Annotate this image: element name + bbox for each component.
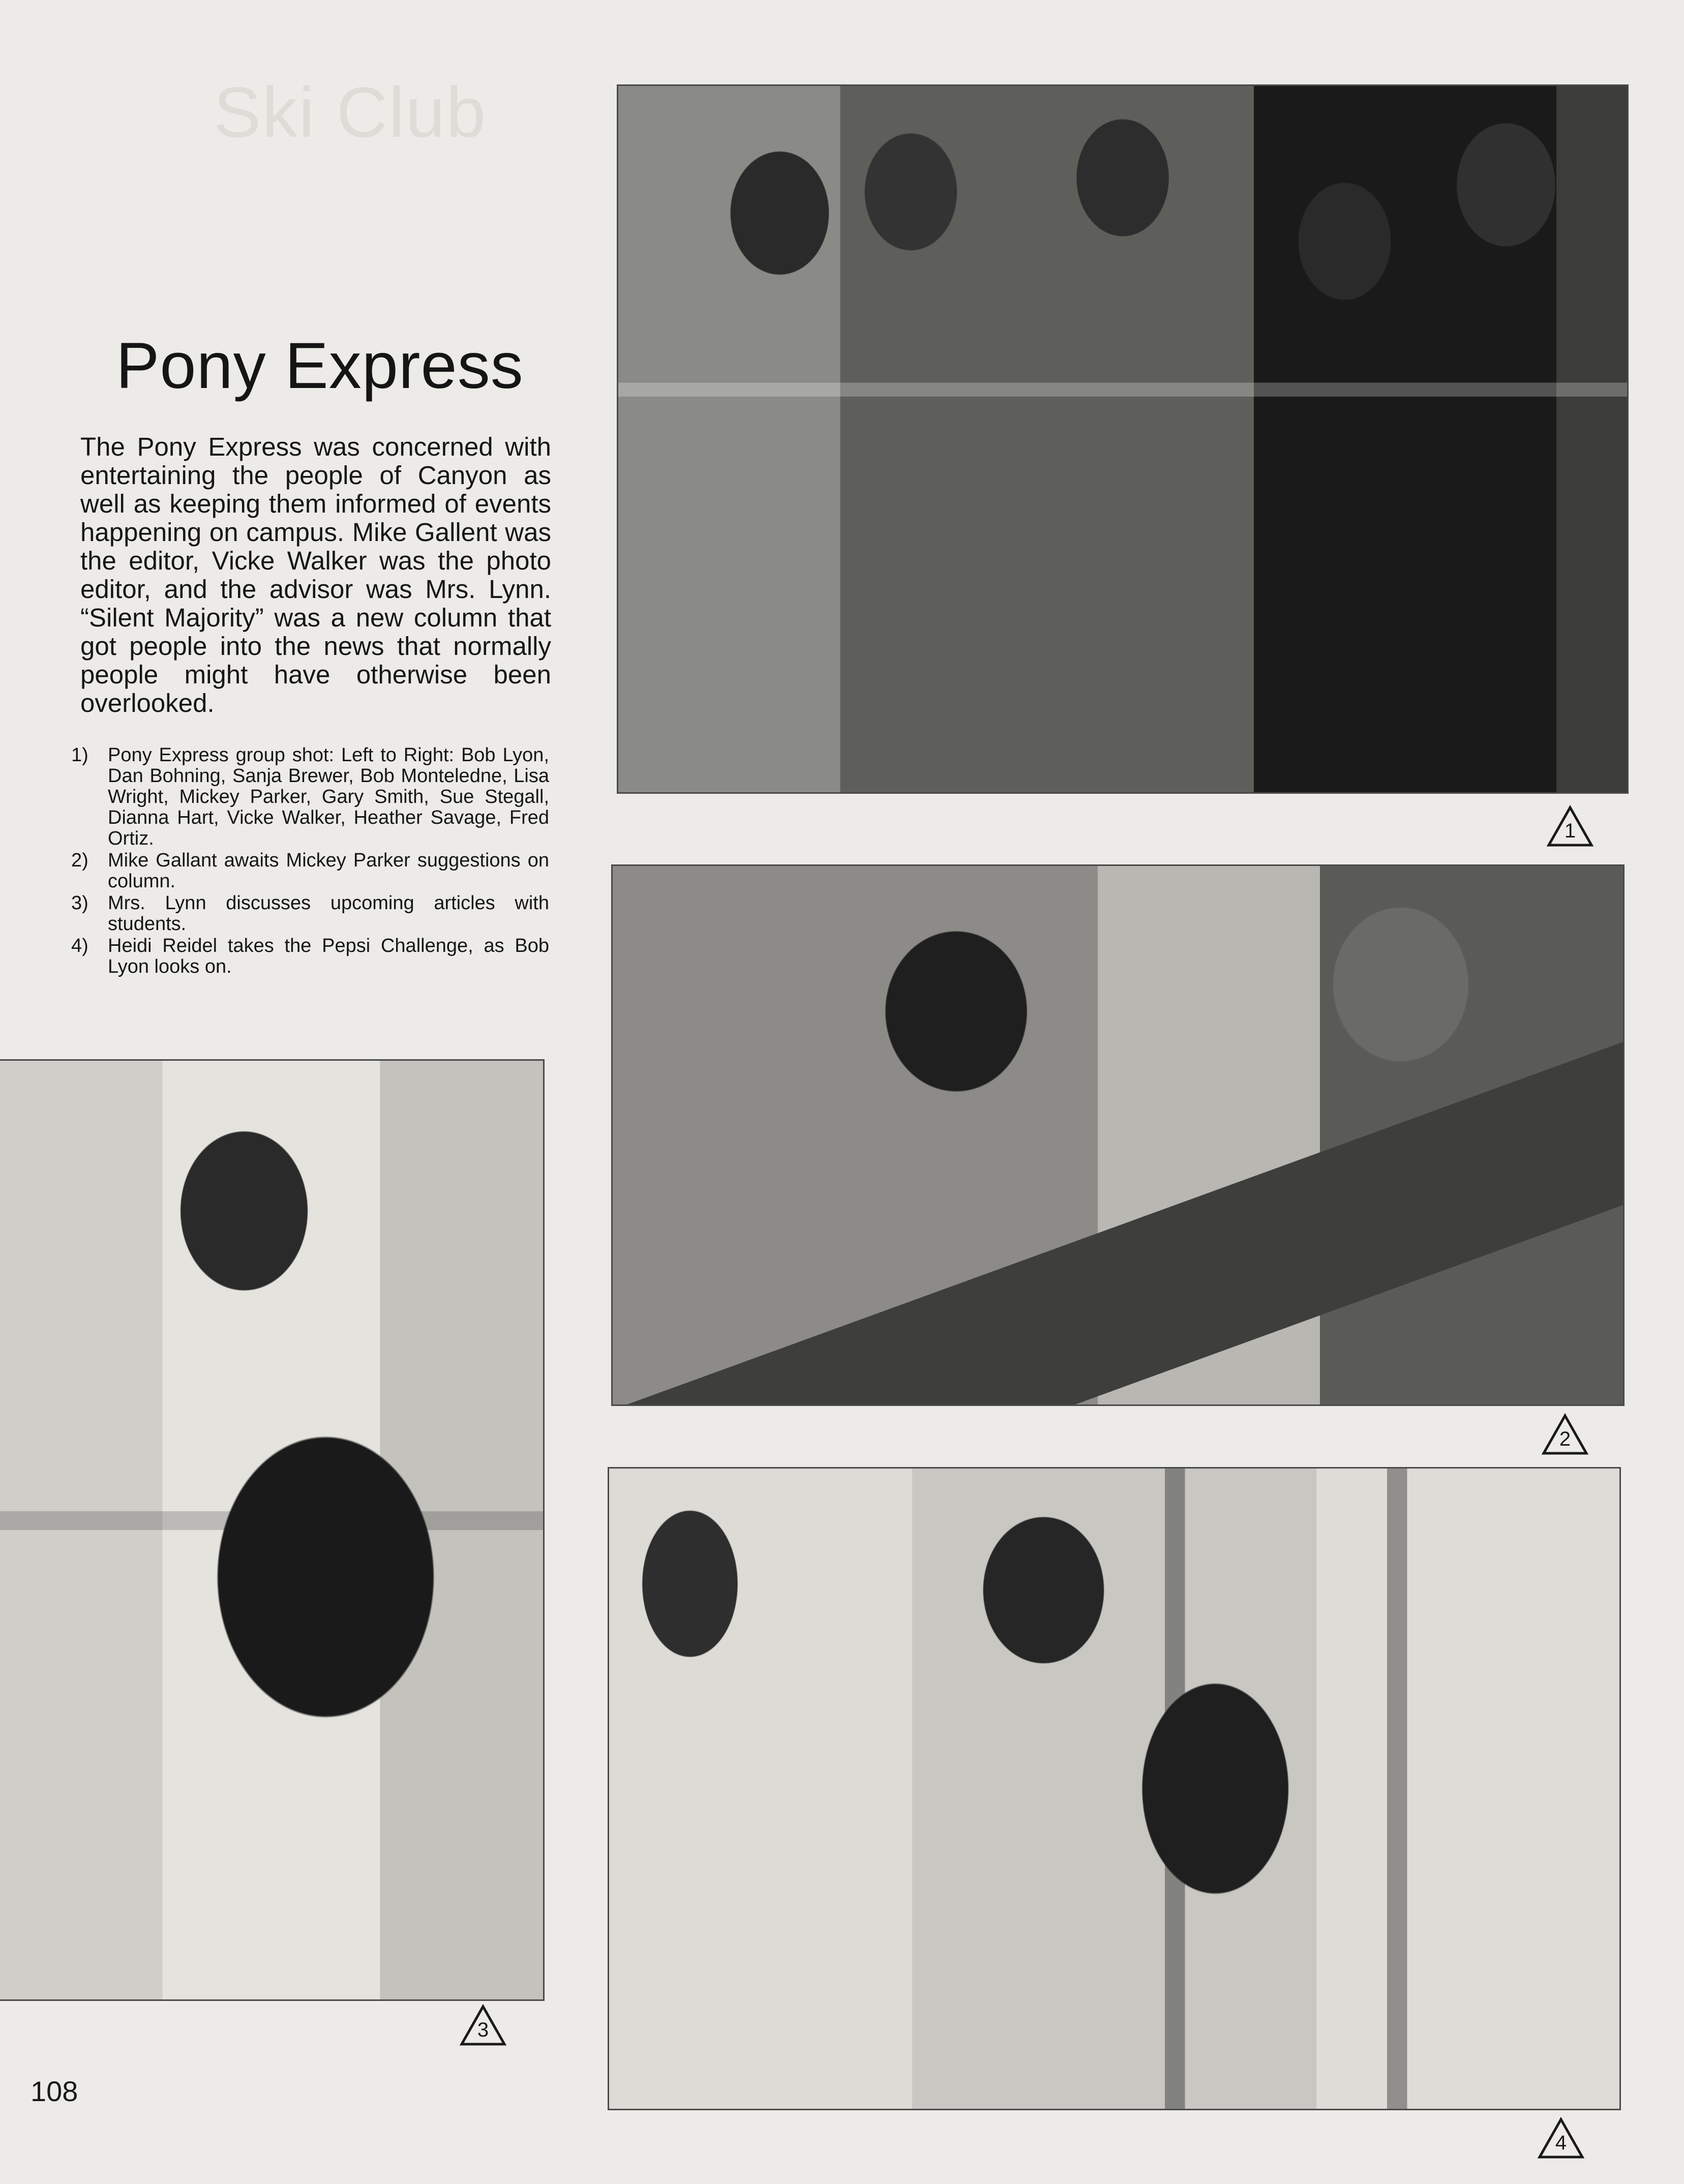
photo-pepsi-challenge [608, 1467, 1621, 2110]
photo-advisor-discussion [0, 1059, 545, 2001]
ghost-heading: Ski Club [214, 72, 487, 152]
caption-text: Mike Gallant awaits Mickey Parker suggestions on column. [108, 850, 549, 892]
photo-marker-2 [1541, 1413, 1589, 1456]
photo-marker-number: 4 [1555, 2132, 1567, 2154]
photo-marker-number: 3 [477, 2019, 489, 2041]
caption-number: 3) [71, 892, 88, 914]
caption-item [71, 936, 549, 977]
caption-text: Mrs. Lynn discusses upcoming articles with students. [108, 892, 549, 935]
photo-marker-1 [1546, 804, 1595, 848]
photo-marker-number: 1 [1564, 820, 1576, 842]
caption-number: 2) [71, 850, 88, 871]
page-title: Pony Express [116, 329, 524, 402]
article-body: The Pony Express was concerned with entertaining the people of Canyon as well as keeping them informed of events happening on campus. Mike Gallent was the editor, Vicke Walker was the photo editor, and the advisor was Mrs. Lynn. “Silent Majority” was a new column that got people into the news that normally people might have otherwise been overlooked. [80, 432, 551, 717]
page-number: 108 [31, 2075, 78, 2107]
photo-typewriter [611, 864, 1625, 1406]
caption-number: 1) [71, 744, 88, 766]
photo-captions [71, 745, 549, 978]
caption-item [71, 893, 549, 935]
photo-marker-3 [459, 2003, 507, 2047]
caption-item [71, 850, 549, 892]
caption-text: Heidi Reidel takes the Pepsi Challenge, as Bob Lyon looks on. [108, 935, 549, 977]
photo-group-shot [617, 84, 1629, 794]
caption-text: Pony Express group shot: Left to Right: Bob Lyon, Dan Bohning, Sanja Brewer, Bob Monteledne, Lisa Wright, Mickey Parker, Gary Smith, Sue Stegall, Dianna Hart, Vicke Walker, Heather Savage, Fred Ortiz. [108, 744, 549, 849]
caption-item [71, 745, 549, 849]
photo-marker-4 [1537, 2116, 1585, 2160]
caption-number: 4) [71, 935, 88, 956]
photo-marker-number: 2 [1559, 1428, 1571, 1450]
